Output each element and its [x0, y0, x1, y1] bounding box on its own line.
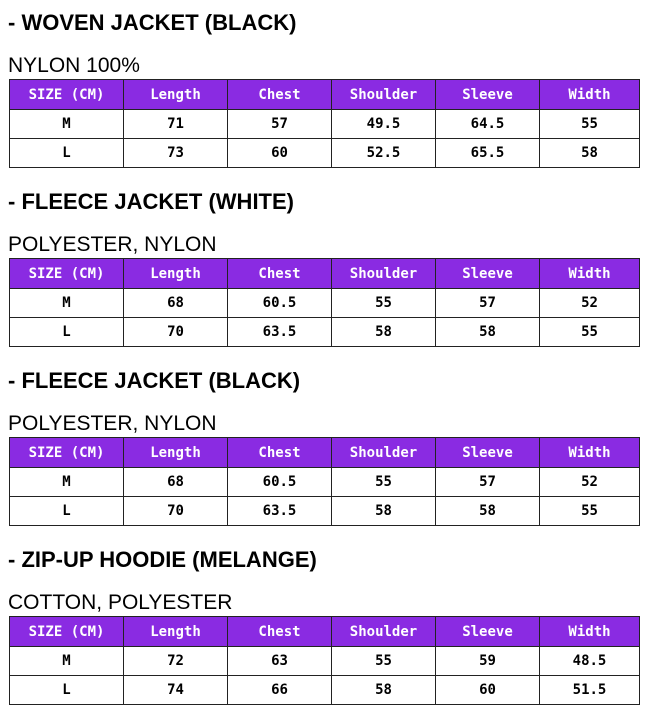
header-width: Width — [540, 438, 640, 468]
header-size: SIZE (CM) — [10, 617, 124, 647]
header-size: SIZE (CM) — [10, 259, 124, 289]
cell-chest: 57 — [228, 110, 332, 139]
header-size: SIZE (CM) — [10, 438, 124, 468]
cell-sleeve: 64.5 — [436, 110, 540, 139]
cell-length: 72 — [124, 647, 228, 676]
cell-shoulder: 52.5 — [332, 139, 436, 168]
cell-chest: 60 — [228, 139, 332, 168]
cell-sleeve: 57 — [436, 289, 540, 318]
header-chest: Chest — [228, 80, 332, 110]
cell-shoulder: 58 — [332, 318, 436, 347]
header-chest: Chest — [228, 617, 332, 647]
header-length: Length — [124, 438, 228, 468]
size-table — [9, 79, 640, 168]
table-row — [10, 318, 640, 347]
header-width: Width — [540, 617, 640, 647]
cell-sleeve: 58 — [436, 497, 540, 526]
cell-size: L — [10, 676, 124, 705]
product-title: - FLEECE JACKET (WHITE) — [8, 189, 294, 214]
header-sleeve: Sleeve — [436, 617, 540, 647]
cell-length: 68 — [124, 289, 228, 318]
header-sleeve: Sleeve — [436, 259, 540, 289]
product-title: - FLEECE JACKET (BLACK) — [8, 368, 301, 393]
header-shoulder: Shoulder — [332, 80, 436, 110]
header-shoulder: Shoulder — [332, 259, 436, 289]
cell-length: 70 — [124, 497, 228, 526]
cell-chest: 60.5 — [228, 468, 332, 497]
cell-length: 73 — [124, 139, 228, 168]
header-sleeve: Sleeve — [436, 438, 540, 468]
cell-size: M — [10, 110, 124, 139]
cell-size: M — [10, 647, 124, 676]
cell-width: 52 — [540, 468, 640, 497]
size-table — [9, 437, 640, 526]
cell-length: 70 — [124, 318, 228, 347]
cell-length: 71 — [124, 110, 228, 139]
cell-size: M — [10, 289, 124, 318]
cell-chest: 63 — [228, 647, 332, 676]
cell-shoulder: 49.5 — [332, 110, 436, 139]
header-chest: Chest — [228, 438, 332, 468]
header-chest: Chest — [228, 259, 332, 289]
cell-width: 55 — [540, 497, 640, 526]
cell-width: 51.5 — [540, 676, 640, 705]
cell-shoulder: 58 — [332, 497, 436, 526]
cell-chest: 63.5 — [228, 318, 332, 347]
product-material: POLYESTER, NYLON — [8, 412, 217, 435]
size-table — [9, 258, 640, 347]
cell-sleeve: 60 — [436, 676, 540, 705]
table-row — [10, 497, 640, 526]
header-size: SIZE (CM) — [10, 80, 124, 110]
cell-sleeve: 57 — [436, 468, 540, 497]
table-header-row — [10, 617, 640, 647]
cell-width: 58 — [540, 139, 640, 168]
cell-shoulder: 58 — [332, 676, 436, 705]
product-title: - WOVEN JACKET (BLACK) — [8, 10, 297, 35]
table-row — [10, 468, 640, 497]
table-row — [10, 139, 640, 168]
cell-width: 48.5 — [540, 647, 640, 676]
cell-shoulder: 55 — [332, 468, 436, 497]
header-length: Length — [124, 259, 228, 289]
size-table — [9, 616, 640, 705]
cell-size: L — [10, 497, 124, 526]
cell-size: M — [10, 468, 124, 497]
cell-width: 55 — [540, 110, 640, 139]
cell-shoulder: 55 — [332, 647, 436, 676]
product-material: NYLON 100% — [8, 54, 140, 77]
header-sleeve: Sleeve — [436, 80, 540, 110]
header-length: Length — [124, 80, 228, 110]
table-header-row — [10, 438, 640, 468]
table-row — [10, 676, 640, 705]
cell-width: 52 — [540, 289, 640, 318]
cell-length: 68 — [124, 468, 228, 497]
cell-chest: 60.5 — [228, 289, 332, 318]
cell-sleeve: 65.5 — [436, 139, 540, 168]
header-shoulder: Shoulder — [332, 617, 436, 647]
cell-size: L — [10, 318, 124, 347]
header-shoulder: Shoulder — [332, 438, 436, 468]
cell-chest: 66 — [228, 676, 332, 705]
table-row — [10, 647, 640, 676]
cell-width: 55 — [540, 318, 640, 347]
table-header-row — [10, 259, 640, 289]
cell-length: 74 — [124, 676, 228, 705]
header-length: Length — [124, 617, 228, 647]
header-width: Width — [540, 80, 640, 110]
header-width: Width — [540, 259, 640, 289]
product-material: COTTON, POLYESTER — [8, 591, 233, 614]
cell-sleeve: 59 — [436, 647, 540, 676]
cell-size: L — [10, 139, 124, 168]
table-row — [10, 110, 640, 139]
cell-sleeve: 58 — [436, 318, 540, 347]
cell-chest: 63.5 — [228, 497, 332, 526]
table-row — [10, 289, 640, 318]
cell-shoulder: 55 — [332, 289, 436, 318]
product-material: POLYESTER, NYLON — [8, 233, 217, 256]
product-title: - ZIP-UP HOODIE (MELANGE) — [8, 547, 317, 572]
table-header-row — [10, 80, 640, 110]
